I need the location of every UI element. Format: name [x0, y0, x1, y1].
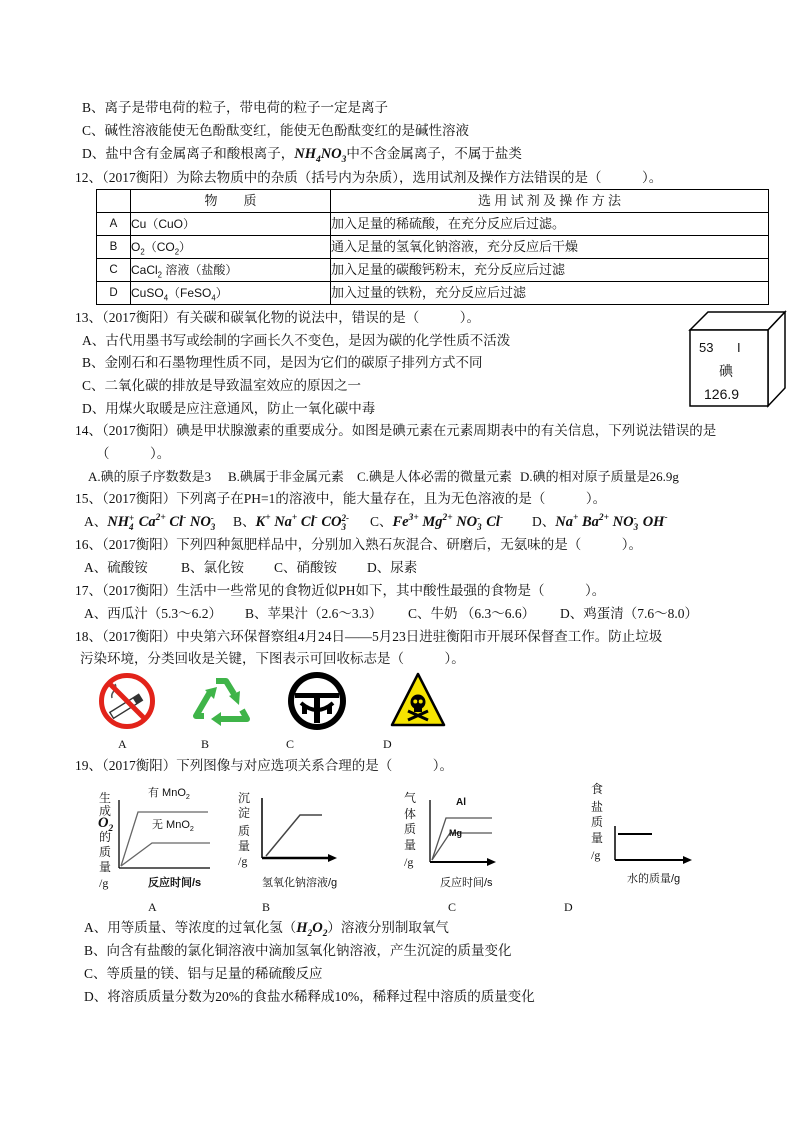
graph-a-letter: A — [148, 900, 157, 914]
q16-stem: 16、（2017衡阳）下列四种氮肥样品中，分别加入熟石灰混合、研磨后，无氨味的是（ ）。 — [75, 537, 642, 552]
graph-b-xlabel: 氢氧化钠溶液/g — [262, 877, 338, 889]
graph-a-ylabel-2: 成 — [99, 804, 112, 818]
q17-option-d: D、鸡蛋清（7.6～8.0） — [560, 606, 698, 621]
table-header-row — [97, 190, 769, 213]
q16-option-b: B、氯化铵 — [181, 560, 245, 575]
graph-c-line-al — [432, 818, 492, 860]
graph-b-ylabel-5: /g — [238, 854, 248, 868]
q17-option-a: A、西瓜汁（5.3～6.2） — [84, 606, 222, 621]
graph-b-ylabel-3: 质 — [238, 824, 251, 838]
q18-label-b: B — [201, 737, 210, 751]
table-row-method: 加入足量的稀硫酸，在充分反应后过滤。 — [331, 213, 769, 236]
q14-option-c: C.碘是人体必需的微量元素 — [357, 469, 512, 484]
graph-c-x-arrow — [487, 858, 496, 866]
q14-option-a: A.碘的原子序数数是3 — [88, 469, 212, 484]
graph-d-ylabel-3: 质 — [591, 815, 604, 829]
graph-c-ylabel-3: 质 — [404, 822, 417, 836]
element-symbol: I — [737, 340, 741, 355]
table-row — [97, 213, 769, 236]
q12-stem: 12、（2017衡阳）为除去物质中的杂质（括号内为杂质），选用试剂及操作方法错误的是（ ）。 — [75, 170, 663, 185]
q15-stem: 15、（2017衡阳）下列离子在PH=1的溶液中，能大量存在，且为无色溶液的是（ ）。 — [75, 491, 607, 506]
q17-option-c: C、牛奶 （6.3～6.6） — [408, 606, 536, 621]
element-name: 碘 — [719, 363, 733, 379]
table-row-label: A — [97, 213, 131, 236]
table-row-substance: CaCl$_2$ 溶液（盐酸） — [131, 259, 331, 282]
q18-label-c: C — [286, 737, 295, 751]
table-row-method: 通入足量的氢氧化钠溶液，充分反应后干燥 — [331, 236, 769, 259]
q18-stem-line1: 18、（2017衡阳）中央第六环保督察组4月24日——5月23日进驻衡阳市开展环保督查工作。防止垃圾 — [75, 629, 663, 644]
q19-stem: 19、（2017衡阳）下列图像与对应选项关系合理的是（ ）。 — [75, 758, 453, 773]
table-header-blank — [97, 190, 131, 213]
table-row-label: B — [97, 236, 131, 259]
graph-a-ylabel-3: $O_2$ — [98, 815, 114, 834]
table-row — [97, 236, 769, 259]
q14-option-b: B.碘属于非金属元素 — [228, 469, 344, 484]
graph-b-letter: B — [262, 900, 271, 914]
graph-c-note-al: Al — [456, 797, 466, 808]
no-smoking-icon — [98, 672, 156, 730]
graph-d-ylabel-5: /g — [591, 848, 601, 862]
q19-option-d: D、将溶质质量分数为20%的食盐水稀释成10%，稀释过程中溶质的质量变化 — [84, 989, 535, 1004]
table-row-label: D — [97, 282, 131, 305]
graph-c-line-mg — [432, 833, 492, 860]
table-header-method: 选 用 试 剂 及 操 作 方 法 — [331, 190, 769, 213]
graph-b-ylabel-4: 量 — [238, 839, 251, 853]
q13-option-c: C、二氧化碳的排放是导致温室效应的原因之一 — [82, 378, 362, 393]
q15-option-a: A、NH + 4 $Ca^{2+}$ Cl- NO - 3 — [84, 513, 216, 532]
q18-label-a: A — [118, 737, 127, 751]
table-row-substance: $O_2(CO_2)$ — [131, 236, 331, 259]
graph-c-note-mg: Mg — [449, 828, 462, 838]
graph-a-ylabel-6: 量 — [99, 860, 112, 874]
q16-option-d: D、尿素 — [367, 560, 418, 575]
graph-d — [615, 826, 692, 864]
q15-option-d: D、Na+ $Ba^{2+}$ NO - 3 OH- — [532, 513, 668, 532]
table-row-substance: CuSO$_4$（FeSO$_4$） — [131, 282, 331, 305]
q19-option-b: B、向含有盐酸的氯化铜溶液中滴加氢氧化钠溶液，产生沉淀的质量变化 — [84, 943, 512, 958]
table-header-substance: 物 质 — [131, 190, 331, 213]
q19-option-a: A、用等质量、等浓度的过氧化氢$(H_2O_2)$溶液分别制取氧气 — [84, 920, 449, 939]
graph-c-letter: C — [448, 900, 457, 914]
graph-d-ylabel-2: 盐 — [591, 800, 604, 814]
q11-option-d: D、盐中含有金属离子和酸根离子，$NH_4NO_3$中不含金属离子，不属于盐类 — [82, 146, 522, 165]
q18-stem-line2: 污染环境，分类回收是关键，下图表示可回收标志是（ ）。 — [80, 651, 465, 666]
graph-d-xlabel: 水的质量/g — [627, 873, 681, 885]
graph-b-line — [266, 815, 322, 856]
q13-option-b: B、金刚石和石墨物理性质不同，是因为它们的碳原子排列方式不同 — [82, 355, 483, 370]
q16-option-c: C、硝酸铵 — [274, 560, 338, 575]
graph-d-ylabel-4: 量 — [591, 831, 604, 845]
q11-option-c: C、碱性溶液能使无色酚酞变红，能使无色酚酞变红的是碱性溶液 — [82, 123, 470, 138]
table-row-method: 加入过量的铁粉，充分反应后过滤 — [331, 282, 769, 305]
graph-b-x-arrow — [328, 854, 337, 862]
table-row-substance: Cu（CuO） — [131, 213, 331, 236]
graph-c-ylabel-4: 量 — [404, 838, 417, 852]
q15-option-b: B、K+ Na+ Cl- CO 2- 3 — [233, 513, 350, 532]
q17-option-b: B、苹果汁（2.6～3.3） — [245, 606, 383, 621]
toxic-warning-icon — [389, 671, 447, 729]
emblem-icon — [287, 671, 347, 731]
q19-option-c: C、等质量的镁、铝与足量的稀硫酸反应 — [84, 966, 323, 981]
graph-c-xlabel: 反应时间/s — [440, 877, 493, 889]
graph-c-ylabel-2: 体 — [404, 807, 417, 821]
graph-a-ylabel-5: 质 — [99, 845, 112, 859]
q14-stem-tail: （ ）。 — [96, 446, 171, 461]
q14-stem: 14、（2017衡阳）碘是甲状腺激素的重要成分。如图是碘元素在元素周期表中的有关信息，下列说法错误的是 — [75, 423, 717, 438]
element-atomic-mass: 126.9 — [704, 386, 740, 402]
graph-a-ylabel-1: 生 — [99, 791, 112, 805]
graph-a-note-with-mno2: 有 MnO$_2$ — [148, 787, 190, 802]
table-row — [97, 259, 769, 282]
graph-d-x-arrow — [683, 856, 692, 864]
q17-stem: 17、（2017衡阳）生活中一些常见的食物近似PH如下，其中酸性最强的食物是（ ）。 — [75, 583, 606, 598]
graph-c — [430, 800, 496, 866]
q13-option-a: A、古代用墨书写或绘制的字画长久不变色，是因为碳的化学性质不活泼 — [82, 333, 511, 348]
graph-d-letter: D — [564, 900, 573, 914]
table-row-method: 加入足量的碳酸钙粉末，充分反应后过滤 — [331, 259, 769, 282]
graph-a — [119, 800, 210, 868]
q13-option-d: D、用煤火取暖是应注意通风，防止一氧化碳中毒 — [82, 401, 376, 416]
q14-option-d: D.碘的相对原子质量是26.9g — [520, 469, 679, 484]
graph-b-ylabel-2: 淀 — [238, 806, 251, 820]
graph-a-note-without-mno2: 无 MnO$_2$ — [152, 819, 194, 834]
table-row-label: C — [97, 259, 131, 282]
q11-option-b: B、离子是带电荷的粒子，带电荷的粒子一定是离子 — [82, 100, 389, 115]
element-atomic-number: 53 — [699, 340, 714, 355]
graph-a-ylabel-7: /g — [99, 876, 109, 890]
graph-c-ylabel-5: /g — [404, 855, 414, 869]
table-row — [97, 282, 769, 305]
graph-b-ylabel-1: 沉 — [238, 791, 251, 805]
graph-a-ylabel-4: 的 — [99, 830, 112, 844]
graph-a-xlabel: 反应时间/s — [148, 877, 202, 889]
graph-a-line-without-mno2 — [121, 843, 210, 866]
q13-stem: 13、（2017衡阳）有关碳和碳氧化物的说法中，错误的是（ ）。 — [75, 310, 480, 325]
graph-d-ylabel-1: 食 — [591, 782, 604, 796]
q15-option-c: C、$Fe^{3+}$ $Mg^{2+}$ NO - 3 Cl- — [370, 513, 504, 532]
graph-c-ylabel-1: 气 — [404, 791, 417, 805]
recycle-icon — [190, 672, 252, 730]
q18-label-d: D — [383, 737, 392, 751]
q12-table — [96, 189, 769, 305]
q16-option-a: A、硫酸铵 — [84, 560, 148, 575]
graph-b — [262, 798, 337, 862]
